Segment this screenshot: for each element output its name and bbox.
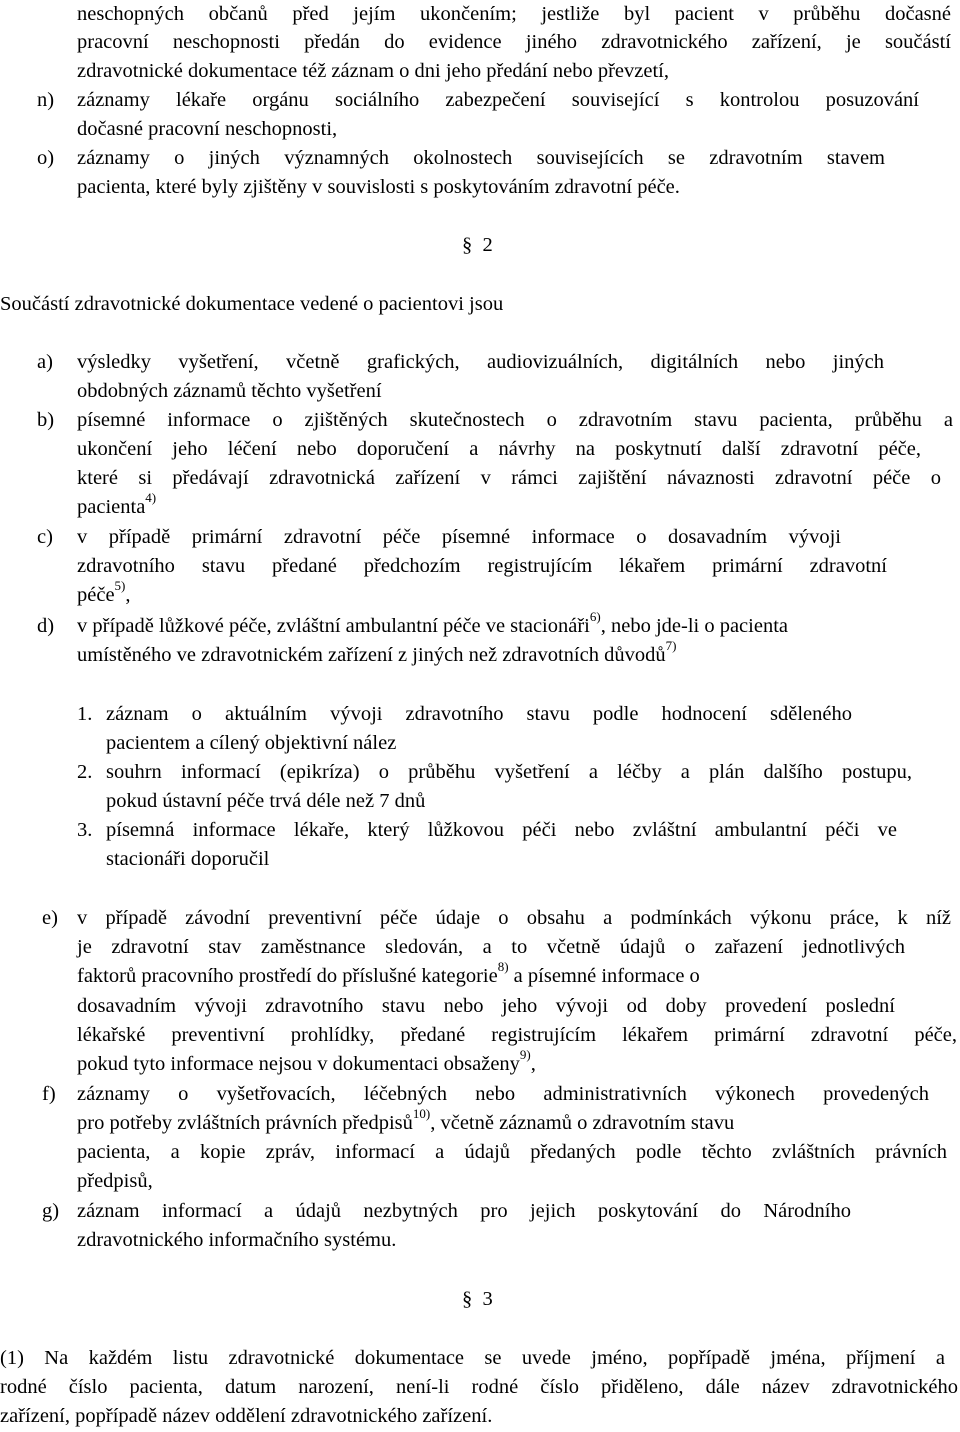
numbered-3-line-2: stacionáři doporučil [106,848,270,870]
footnote-ref: 8) [497,959,509,975]
item-d-line-1-text: v případě lůžkové péče, zvláštní ambulantní péče ve stacionáři [77,615,590,637]
item-e-line-6 [77,1047,536,1079]
numbered-1-label: 1. [77,703,93,725]
item-b-line-4 [77,490,157,522]
item-d-line-2-text: umístěného ve zdravotnickém zařízení z jiných než zdravotních důvodů [77,644,666,666]
item-a-label: a) [37,351,53,373]
numbered-2-line-1: souhrn informací (epikríza) o průběhu vyšetření a léčby a plán dalšího postupu, [106,761,912,783]
item-f-label: f) [42,1083,56,1105]
item-f-line-4: předpisů, [77,1170,153,1192]
intro-line-1: neschopných občanů před jejím ukončením; jestliže byl pacient v průběhu dočasné [77,3,951,25]
item-d-line-1 [77,609,788,641]
item-e-line-3-tail: a písemné informace o [508,965,700,987]
item-f-line-3: pacienta, a kopie zpráv, informací a údajů předaných podle těchto zvláštních právních [77,1141,947,1163]
item-e-line-6-tail: , [530,1053,536,1075]
item-c-line-2: zdravotního stavu předané předchozím registrujícím lékařem primární zdravotní [77,555,887,577]
item-b-line-3: které si předávají zdravotnická zařízení v rámci zajištění návaznosti zdravotní péče o [77,467,941,489]
item-b-last-text: pacienta [77,496,146,518]
section-2-heading [462,231,493,260]
section-number: 2 [482,234,493,256]
footnote-ref: 4) [145,490,157,506]
item-e-line-6-text: pokud tyto informace nejsou v dokumentaci obsaženy [77,1053,520,1075]
item-o-line-1: záznamy o jiných významných okolnostech souvisejících se zdravotním stavem [77,147,885,169]
item-b-line-1: písemné informace o zjištěných skutečnostech o zdravotním stavu pacienta, průběhu a [77,409,953,431]
item-c-last-tail: , [125,584,131,606]
item-a-line-1: výsledky vyšetření, včetně grafických, audiovizuálních, digitálních nebo jiných [77,351,884,373]
item-f-line-2 [77,1106,735,1138]
item-f-line-2-tail: , včetně záznamů o zdravotním stavu [430,1112,735,1134]
item-b-line-2: ukončení jeho léčení nebo doporučení a návrhy na poskytnutí další zdravotní péče, [77,438,921,460]
numbered-1-line-2: pacientem a cílený objektivní nález [106,732,397,754]
item-o-line-2: pacienta, které byly zjištěny v souvislosti s poskytováním zdravotní péče. [77,176,680,198]
item-e-line-2: je zdravotní stav zaměstnance sledován, a to včetně údajů o zařazení jednotlivých [77,936,905,958]
item-e-line-5: lékařské preventivní prohlídky, předané registrujícím lékařem primární zdravotní péče, [77,1024,957,1046]
section-2-intro: Součástí zdravotnické dokumentace vedené o pacientovi jsou [0,293,504,315]
numbered-3-line-1: písemná informace lékaře, který lůžkovou péči nebo zvláštní ambulantní péči ve [106,819,897,841]
intro-line-2: pracovní neschopnosti předán do evidence jiného zdravotnického zařízení, je součástí [77,31,951,53]
footnote-ref: 10) [412,1106,431,1122]
numbered-1-line-1: záznam o aktuálním vývoji zdravotního stavu podle hodnocení sděleného [106,703,852,725]
footnote-ref: 7) [665,638,677,654]
item-c-line-3 [77,578,131,610]
footnote-ref: 9) [519,1047,531,1063]
item-e-line-3 [77,959,700,991]
numbered-3-label: 3. [77,819,93,841]
item-c-label: c) [37,526,53,548]
item-c-line-1: v případě primární zdravotní péče písemné informace o dosavadním vývoji [77,526,841,548]
section-symbol: § [462,1288,473,1310]
footnote-ref: 5) [114,578,126,594]
section-symbol: § [462,234,473,256]
item-d-line-2 [77,638,677,670]
item-f-line-2-text: pro potřeby zvláštních právních předpisů [77,1112,413,1134]
item-d-label: d) [37,615,55,637]
item-g-label: g) [42,1200,60,1222]
item-e-label: e) [42,907,58,929]
item-o-label: o) [37,147,55,169]
item-n-line-2: dočasné pracovní neschopnosti, [77,118,338,140]
item-f-line-1: záznamy o vyšetřovacích, léčebných nebo administrativních výkonech provedených [77,1083,929,1105]
item-e-line-4: dosavadním vývoji zdravotního stavu nebo jeho vývoji od doby provedení poslední [77,995,895,1017]
item-d-line-1-tail: , nebo jde-li o pacienta [600,615,788,637]
item-g-line-2: zdravotnického informačního systému. [77,1229,397,1251]
section-3-line-3: zařízení, popřípadě název oddělení zdravotnického zařízení. [0,1405,493,1427]
item-a-line-2: obdobných záznamů těchto vyšetření [77,380,382,402]
section-3-line-1: (1) Na každém listu zdravotnické dokumentace se uvede jméno, popřípadě jména, příjmení a [0,1347,945,1369]
item-b-label: b) [37,409,55,431]
item-n-line-1: záznamy lékaře orgánu sociálního zabezpečení související s kontrolou posuzování [77,89,919,111]
item-e-line-3-text: faktorů pracovního prostředí do příslušné kategorie [77,965,498,987]
intro-line-3: zdravotnické dokumentace též záznam o dni jeho předání nebo převzetí, [77,60,669,82]
footnote-ref: 6) [589,609,601,625]
section-number: 3 [482,1288,493,1310]
section-3-line-2: rodné číslo pacienta, datum narození, není-li rodné číslo přiděleno, dále název zdravotnického [0,1376,958,1398]
section-3-heading [462,1285,493,1314]
numbered-2-label: 2. [77,761,93,783]
item-g-line-1: záznam informací a údajů nezbytných pro jejich poskytování do Národního [77,1200,851,1222]
numbered-2-line-2: pokud ústavní péče trvá déle než 7 dnů [106,790,426,812]
item-e-line-1: v případě závodní preventivní péče údaje o obsahu a podmínkách výkonu práce, k níž [77,907,951,929]
item-c-last-text: péče [77,584,115,606]
item-n-label: n) [37,89,55,111]
